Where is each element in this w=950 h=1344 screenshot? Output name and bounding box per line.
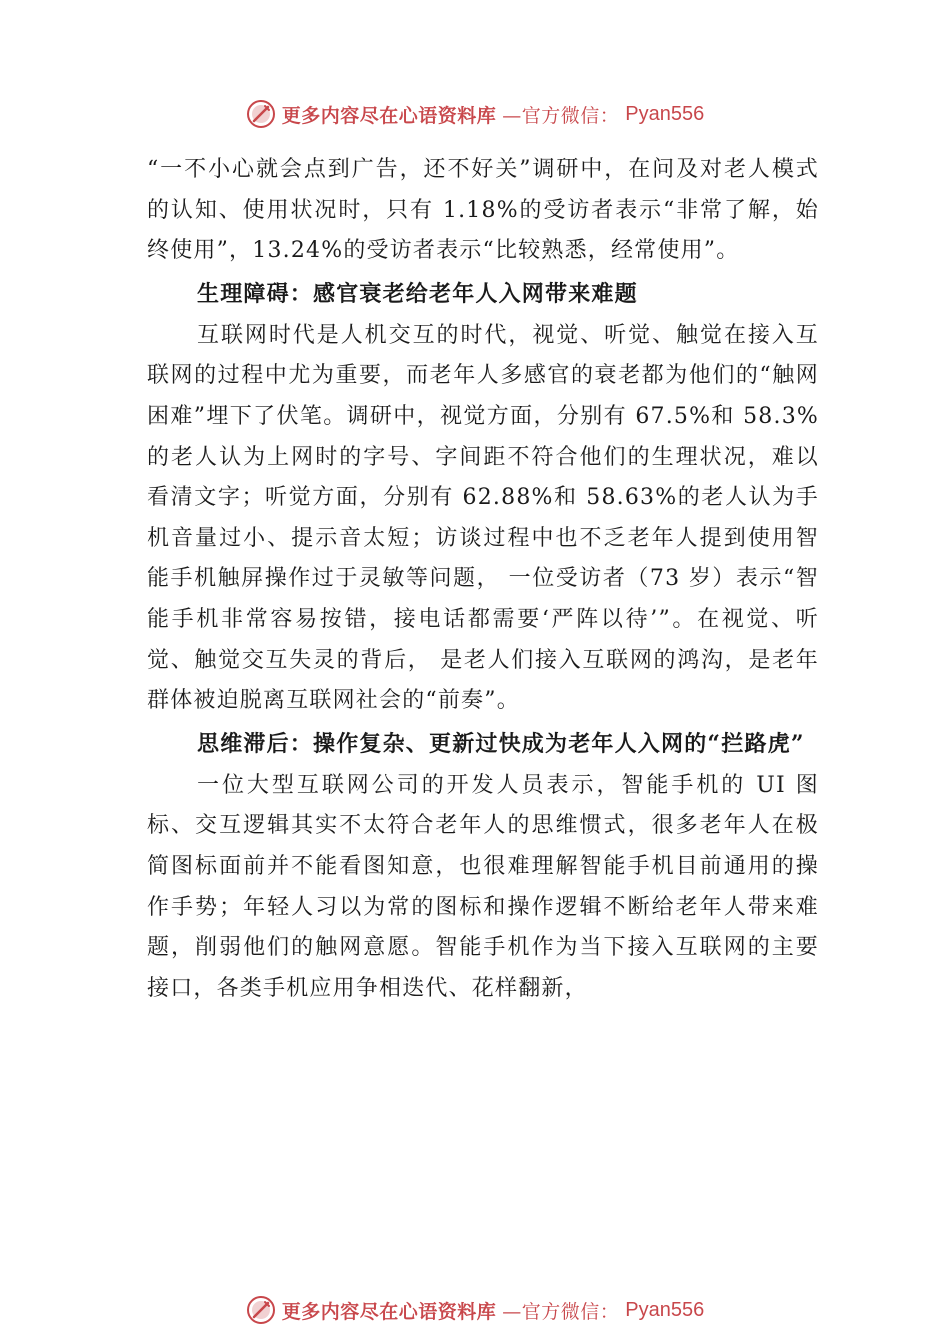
watermark-sub-text: —官方微信： [502, 104, 620, 127]
watermark-id-text: Pyan556 [625, 1298, 705, 1321]
document-body [147, 150, 819, 1009]
paragraph-physiological: 互联网时代是人机交互的时代，视觉、听觉、触觉在接入互联网的过程中尤为重要，而老年人多感官的衰老都为他们的“触网困难”埋下了伏笔。调研中，视觉方面，分别有 67.5%和 58.3%的老人认为上网时的字号、字间距不符合他们的生理状况，难以看清文字；听觉方面，分别有 62.88%和 58.63%的老人认为手机音量过小、提示音太短；访谈过程中也不乏老年人提到使用智能手机触屏操作过于灵敏等问题， 一位受访者（73 岁）表示“智能手机非常容易按错，接电话都需要‘严阵以待’”。在视觉、听觉、触觉交互失灵的背后， 是老人们接入互联网的鸿沟，是老年群体被迫脱离互联网社会的“前奏”。 [147, 322, 819, 714]
watermark-main-text: 更多内容尽在心语资料库 [281, 104, 497, 127]
watermark-logo-icon [246, 1295, 276, 1325]
section-heading-physiological: 生理障碍：感官衰老给老年人入网带来难题 [197, 280, 638, 307]
paragraph-survey-intro: “一不小心就会点到广告，还不好关”调研中，在问及对老人模式的认知、使用状况时，只有 1.18%的受访者表示“非常了解，始终使用”，13.24%的受访者表示“比较熟悉，经常使用”。 [147, 157, 819, 264]
footer-watermark [0, 1290, 950, 1330]
section-heading-cognitive: 思维滞后：操作复杂、更新过快成为老年人入网的“拦路虎” [197, 730, 805, 757]
watermark-logo-icon [246, 99, 276, 129]
watermark-main-text: 更多内容尽在心语资料库 [281, 1300, 497, 1323]
paragraph-cognitive: 一位大型互联网公司的开发人员表示，智能手机的 UI 图标、交互逻辑其实不太符合老年人的思维惯式，很多老年人在极简图标面前并不能看图知意，也很难理解智能手机目前通用的操作手势；年轻人习以为常的图标和操作逻辑不断给老年人带来难题，削弱他们的触网意愿。智能手机作为当下接入互联网的主要接口，各类手机应用争相迭代、花样翻新， [147, 772, 819, 1001]
watermark-id-text: Pyan556 [625, 102, 705, 125]
watermark-sub-text: —官方微信： [502, 1300, 620, 1323]
header-watermark [0, 94, 950, 134]
